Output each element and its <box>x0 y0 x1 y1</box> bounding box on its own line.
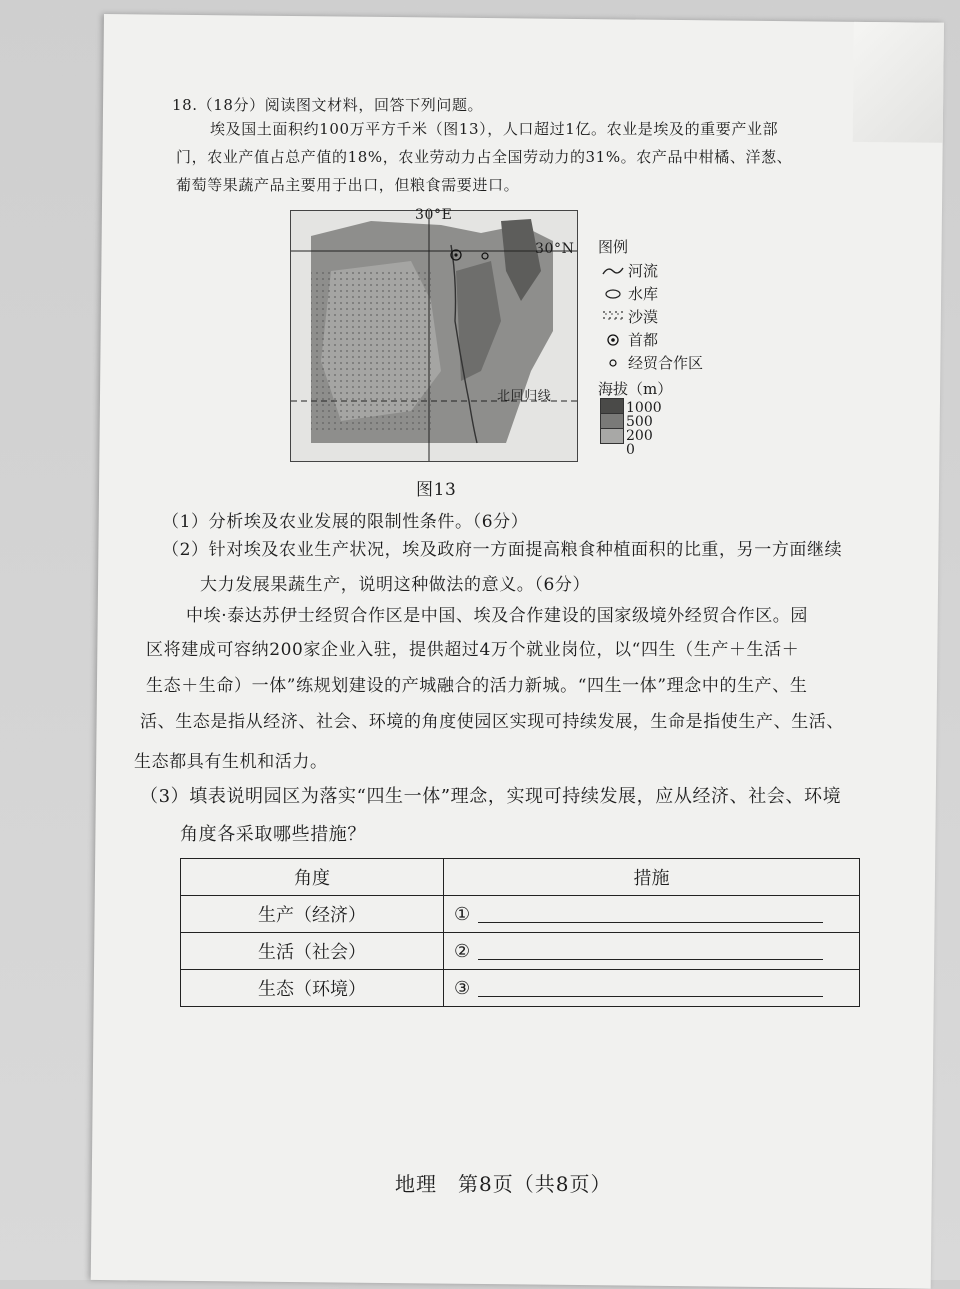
zone-para-line-4: 活、生态是指从经济、社会、环境的角度使园区实现可持续发展，生命是指使生产、生活、 <box>140 712 844 732</box>
legend-label: 经贸合作区 <box>628 354 704 372</box>
latitude-label: 30°N <box>535 241 575 257</box>
legend-item-capital <box>598 328 703 351</box>
trade-zone-icon <box>598 358 628 368</box>
legend-title: 图例 <box>598 238 629 256</box>
measure-number: ③ <box>454 977 471 999</box>
elevation-band-high <box>600 398 624 414</box>
elevation-title: 海拔（m） <box>598 380 673 398</box>
header-angle: 角度 <box>181 859 444 896</box>
elevation-label: 500 <box>626 414 653 430</box>
question-header: 18.（18分）阅读图文材料，回答下列问题。 <box>172 96 484 114</box>
elevation-label: 1000 <box>626 400 662 416</box>
intro-line-2: 门，农业产值占总产值的18%，农业劳动力占全国劳动力的31%。农产品中柑橘、洋葱、 <box>176 148 793 166</box>
sheet-corner <box>853 22 944 143</box>
answer-blank[interactable] <box>478 943 823 960</box>
angle-cell: 生产（经济） <box>181 896 444 933</box>
sub-question-1: （1）分析埃及农业发展的限制性条件。（6分） <box>162 512 529 532</box>
legend-item-desert <box>598 305 703 328</box>
answer-blank[interactable] <box>478 980 823 997</box>
angle-cell: 生活（社会） <box>181 933 444 970</box>
reservoir-icon <box>598 288 628 300</box>
elevation-band-mid <box>600 413 624 429</box>
measure-cell[interactable] <box>444 970 860 1007</box>
zone-para-line-5: 生态都具有生机和活力。 <box>134 752 328 772</box>
map-legend <box>598 236 703 399</box>
intro-line-3: 葡萄等果蔬产品主要用于出口，但粮食需要进口。 <box>176 176 520 194</box>
capital-icon <box>598 333 628 347</box>
sub-question-2-line-2: 大力发展果蔬生产，说明这种做法的意义。（6分） <box>200 575 591 595</box>
sub-question-3-line-1: （3）填表说明园区为落实“四生一体”理念，实现可持续发展，应从经济、社会、环境 <box>140 786 842 807</box>
tropic-label: 北回归线 <box>497 389 552 404</box>
zone-para-line-2: 区将建成可容纳200家企业入驻，提供超过4万个就业岗位，以“四生（生产＋生活＋ <box>146 640 800 660</box>
header-measure: 措施 <box>444 859 860 896</box>
answer-blank[interactable] <box>478 906 823 923</box>
legend-label: 水库 <box>628 285 659 303</box>
elevation-scale <box>598 398 662 458</box>
table-row <box>181 896 860 933</box>
figure-caption: 图13 <box>416 480 457 500</box>
legend-label: 河流 <box>628 262 659 280</box>
elevation-band-low <box>600 428 624 444</box>
elevation-label: 0 <box>626 442 635 458</box>
river-icon <box>598 265 628 277</box>
zone-para-line-1: 中埃·泰达苏伊士经贸合作区是中国、埃及合作建设的国家级境外经贸合作区。园 <box>186 606 809 626</box>
page-footer: 地理 第8页（共8页） <box>395 1172 612 1196</box>
desert-icon <box>598 310 628 324</box>
longitude-label: 30°E <box>415 207 453 223</box>
sub-question-2-line-1: （2）针对埃及农业生产状况，埃及政府一方面提高粮食种植面积的比重，另一方面继续 <box>162 540 843 560</box>
egypt-map <box>290 207 578 462</box>
legend-item-reservoir <box>598 282 703 305</box>
table-row <box>181 933 860 970</box>
zone-para-line-3: 生态＋生命）一体”练规划建设的产城融合的活力新城。“四生一体”理念中的生产、生 <box>146 676 808 696</box>
measure-number: ② <box>454 940 471 962</box>
table-header-row <box>181 859 860 896</box>
sub-question-3-line-2: 角度各采取哪些措施？ <box>180 824 366 845</box>
legend-label: 沙漠 <box>628 308 659 326</box>
angle-cell: 生态（环境） <box>181 970 444 1007</box>
legend-item-trade-zone <box>598 351 703 374</box>
measures-table <box>180 858 860 1007</box>
measure-cell[interactable] <box>444 933 860 970</box>
elevation-label: 200 <box>626 428 653 444</box>
table-row <box>181 970 860 1007</box>
measure-cell[interactable] <box>444 896 860 933</box>
measure-number: ① <box>454 903 471 925</box>
legend-item-river <box>598 259 703 282</box>
intro-line-1: 埃及国土面积约100万平方千米（图13），人口超过1亿。农业是埃及的重要产业部 <box>210 120 779 138</box>
legend-label: 首都 <box>628 331 659 349</box>
